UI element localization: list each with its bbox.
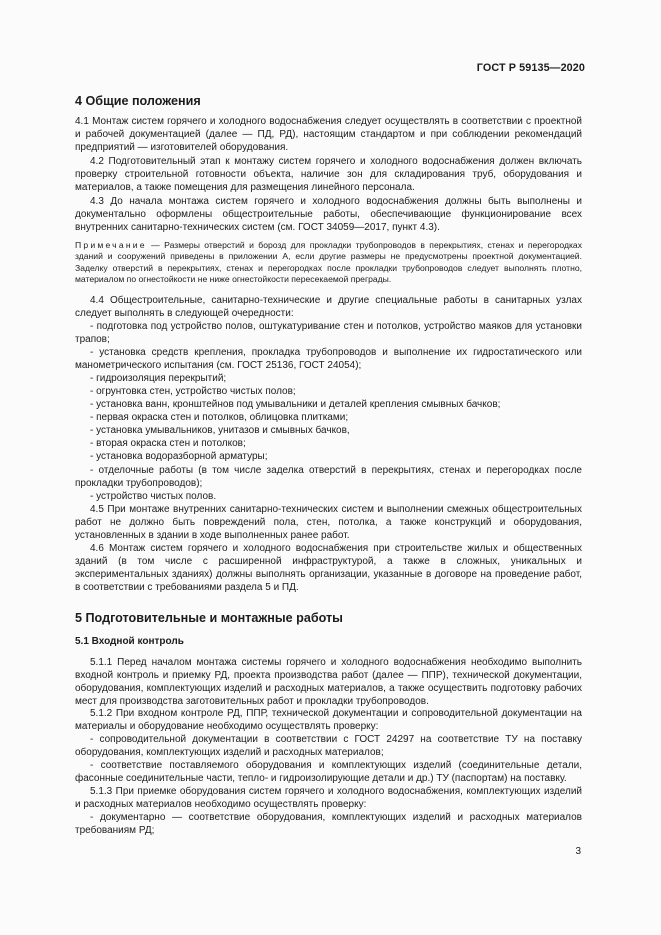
list-item: - установка ванн, кронштейнов под умывальники и деталей крепления смывных бачков; (90, 399, 501, 411)
paragraph-5-1-2 (75, 707, 582, 733)
section-4-title: 4 Общие положения (75, 94, 201, 108)
paragraph-5-1-1 (75, 656, 582, 708)
list-item: - гидроизоляция перекрытий; (90, 373, 227, 385)
list-item: - устройство чистых полов. (90, 490, 217, 502)
work-order-list (75, 320, 582, 503)
list-item: - установка водоразборной арматуры; (90, 451, 268, 463)
paragraph-5-1-3 (75, 785, 582, 811)
paragraph-4-1-text: 4.1 Монтаж систем горячего и холодного водоснабжения следует осуществлять в соответствии с проектной и рабочей документацией (далее — ПД, РД), настоящим стандартом и при соблюдении рекомендаций предприятий — изготовителей оборудования. (75, 116, 582, 154)
standard-code: ГОСТ Р 59135—2020 (476, 62, 585, 74)
paragraph-4-4 (75, 294, 582, 320)
list-item: - вторая окраска стен и потолков; (90, 438, 246, 450)
paragraph-4-3-text: 4.3 До начала монтажа систем горячего и холодного водоснабжения должны быть выполнены и документально оформлены общестроительные работы, обеспечивающие функционирование всех внутренних санитарно-технических систем (см. ГОСТ 34059—2017, пункт 4.3). (75, 196, 582, 234)
page-number: 3 (575, 846, 581, 857)
paragraph-4-3 (75, 195, 582, 234)
list-item: - огрунтовка стен, устройство чистых полов; (90, 386, 296, 398)
paragraph-4-6-text: 4.6 Монтаж систем горячего и холодного водоснабжения при строительстве жилых и общественных зданий (в том числе с расширенной инфраструктурой, а также в сложных, уникальных и экспериментальных зданиях) должны выполнять организации, указанные в договоре на проведение работ, в соответствии с требованиями раздела 5 и ПД. (75, 543, 582, 594)
paragraph-5-1-2-b (75, 759, 582, 785)
paragraph-5-1-2-b-text: - соответствие поставляемого оборудования и комплектующих изделий (соединительные детали, фасонные соединительные части, тепло- и гидроизолирующие детали и др.) ТУ (паспортам) на поставку. (75, 760, 582, 785)
paragraph-5-1-3-a-text: - документарно — соответствие оборудования, комплектующих изделий и расходных материалов требованиям РД; (75, 812, 582, 837)
paragraph-4-2 (75, 155, 582, 194)
list-item: - первая окраска стен и потолков, облицовка плитками; (90, 412, 349, 424)
paragraph-5-1-3-a (75, 811, 582, 837)
paragraph-4-2-text: 4.2 Подготовительный этап к монтажу систем горячего и холодного водоснабжения должен включать проверку строительной готовности объекта, наличие зон для складирования труб, оборудования и материалов, а также помещения для размещения линейного персонала. (75, 156, 582, 194)
paragraph-5-1-3-text: 5.1.3 При приемке оборудования систем горячего и холодного водоснабжения, комплектующих изделий и расходных материалов необходимо осуществлять проверку: (75, 786, 582, 811)
section-5-title: 5 Подготовительные и монтажные работы (75, 611, 343, 625)
subsection-5-1-title: 5.1 Входной контроль (75, 636, 184, 647)
list-item: - подготовка под устройство полов, оштукатуривание стен и потолков, устройство маяков для установки трапов; (75, 321, 582, 346)
paragraph-5-1-2-a (75, 733, 582, 759)
note-label: Примечание (75, 240, 147, 250)
note-text: — Размеры отверстий и борозд для прокладки трубопроводов в перекрытиях, стенах и перегородках зданий и сооружений приведены в приложении А, если другие размеры не предусмотрены проектной документацией. Заделку отверстий в перекрытиях, стенах и перегородках после прокладки трубопроводов следует выполнять плотно, материалом по огнестойкости не ниже огнестойкости пересекаемой преграды. (75, 240, 582, 285)
note (75, 240, 582, 286)
list-item: - установка средств крепления, прокладка трубопроводов и выполнение их гидростатического или манометрического испытания (см. ГОСТ 25136, ГОСТ 24054); (75, 347, 582, 372)
list-item: - отделочные работы (в том числе заделка отверстий в перекрытиях, стенах и перегородках после прокладки трубопроводов); (75, 464, 582, 489)
paragraph-5-1-2-a-text: - сопроводительной документации в соответствии с ГОСТ 24297 на соответствие ТУ на поставку оборудования, комплектующих изделий и расходных материалов; (75, 734, 582, 759)
paragraph-4-6 (75, 542, 582, 594)
paragraph-5-1-1-text: 5.1.1 Перед началом монтажа системы горячего и холодного водоснабжения необходимо выполнить входной контроль и приемку РД, проекта производства работ (далее — ППР), технической документации, оборудования, комплектующих изделий и расходных материалов, а также осуществить подготовку рабочих мест для производства заготовительных работ и прокладки трубопроводов. (75, 657, 582, 708)
paragraph-4-5-text: 4.5 При монтаже внутренних санитарно-технических систем и выполнении смежных общестроительных работ не должно быть повреждений пола, стен, потолка, а также конструкций и оборудования, установленных в здании в ходе выполненных ранее работ. (75, 504, 582, 542)
paragraph-4-5 (75, 503, 582, 542)
list-item: - установка умывальников, унитазов и смывных бачков, (90, 425, 350, 437)
paragraph-5-1-2-text: 5.1.2 При входном контроле РД, ППР, технической документации и сопроводительной документации на материалы и оборудование необходимо осуществлять проверку: (75, 708, 582, 733)
paragraph-4-4-text: 4.4 Общестроительные, санитарно-технические и другие специальные работы в санитарных узлах следует выполнять в следующей очередности: (75, 295, 582, 320)
paragraph-4-1 (75, 115, 582, 154)
